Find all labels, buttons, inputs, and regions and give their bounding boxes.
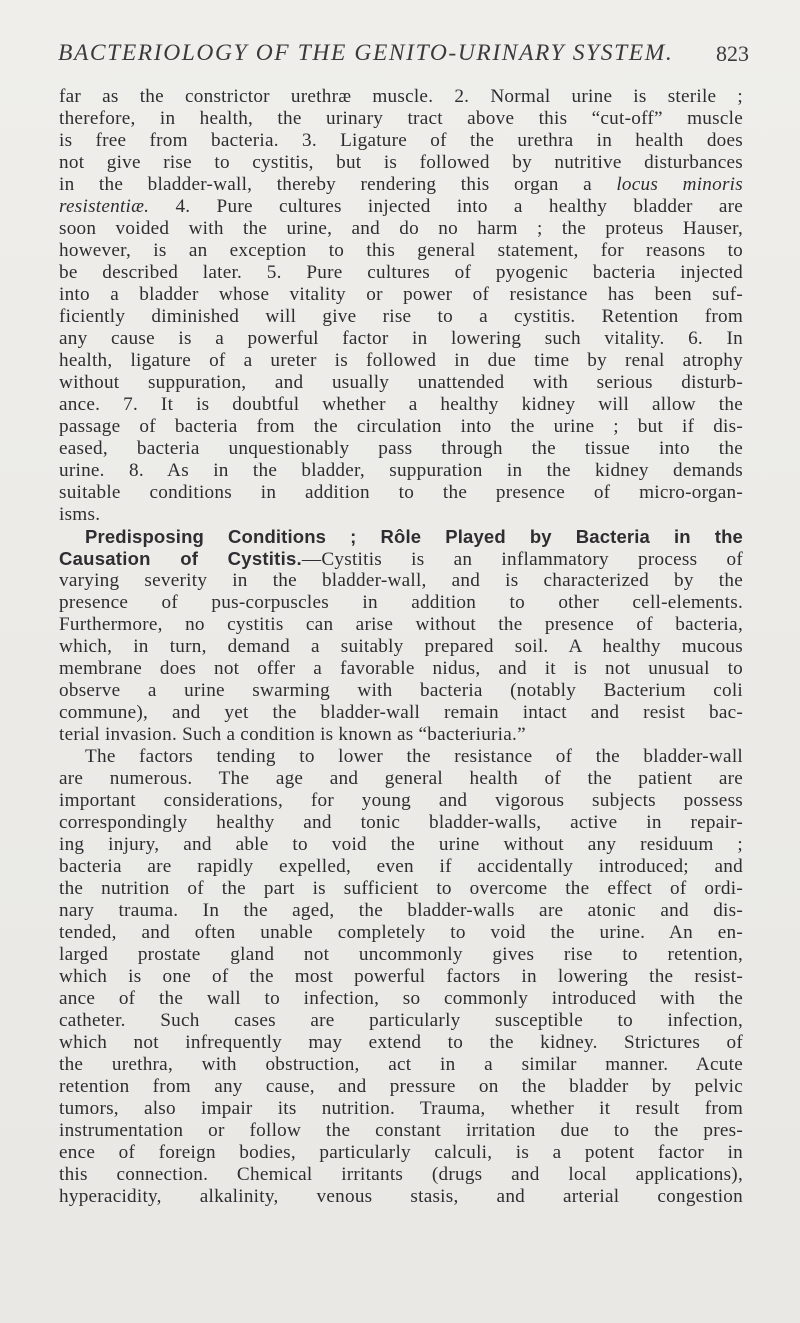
text-line (59, 438, 743, 460)
line-text: be described later. 5. Pure cultures of pyogenic bacteria injected (59, 262, 743, 283)
text-line (59, 108, 743, 130)
text-line (59, 1120, 743, 1142)
line-text: passage of bacteria from the circulation into the urine ; but if dis- (59, 416, 743, 437)
line-text: is free from bacteria. 3. Ligature of the urethra in health does (59, 130, 743, 151)
text-line (59, 548, 743, 570)
line-text: in the bladder-wall, thereby rendering this organ a (59, 174, 617, 195)
text-line (59, 614, 743, 636)
line-text: therefore, in health, the urinary tract above this “cut-off” muscle (59, 108, 743, 129)
text-line (59, 284, 743, 306)
line-text: bacteria are rapidly expelled, even if accidentally introduced; and (59, 856, 743, 877)
text-line (59, 988, 743, 1010)
line-text: Furthermore, no cystitis can arise without the presence of bacteria, (59, 614, 743, 635)
italic-phrase: resistentiæ. (59, 196, 150, 217)
line-text: tumors, also impair its nutrition. Trauma, whether it result from (59, 1098, 743, 1119)
text-line (59, 592, 743, 614)
line-text: important considerations, for young and vigorous subjects possess (59, 790, 743, 811)
line-text: without suppuration, and usually unattended with serious disturb- (59, 372, 743, 393)
section-heading: Predisposing Conditions ; Rôle Played by Bacteria in the (85, 526, 743, 547)
line-text: ance. 7. It is doubtful whether a healthy kidney will allow the (59, 394, 743, 415)
line-text: which, in turn, demand a suitably prepared soil. A healthy mucous (59, 636, 743, 657)
line-text: retention from any cause, and pressure on the bladder by pelvic (59, 1076, 743, 1097)
text-line (59, 416, 743, 438)
text-line (59, 724, 743, 746)
line-text: not give rise to cystitis, but is followed by nutritive disturbances (59, 152, 743, 173)
text-line (59, 152, 743, 174)
page-number: 823 (716, 41, 749, 66)
line-text: The factors tending to lower the resistance of the bladder-wall (85, 746, 743, 767)
text-line (59, 1076, 743, 1098)
text-line (59, 702, 743, 724)
line-text: urine. 8. As in the bladder, suppuration in the kidney demands (59, 460, 743, 481)
line-text: instrumentation or follow the constant irritation due to the pres- (59, 1120, 743, 1141)
text-line (59, 1054, 743, 1076)
text-line (59, 218, 743, 240)
line-text: presence of pus-corpuscles in addition to other cell-elements. (59, 592, 743, 613)
text-line (59, 922, 743, 944)
line-text: into a bladder whose vitality or power of resistance has been suf- (59, 284, 743, 305)
line-text: nary trauma. In the aged, the bladder-walls are atonic and dis- (59, 900, 743, 921)
text-line (59, 460, 743, 482)
line-text: suitable conditions in addition to the presence of micro-organ- (59, 482, 743, 503)
body-text (59, 86, 743, 1208)
italic-phrase: locus minoris (616, 174, 743, 195)
text-line (59, 856, 743, 878)
text-line (59, 1142, 743, 1164)
line-text: 4. Pure cultures injected into a healthy bladder are (149, 196, 743, 217)
line-text: hyperacidity, alkalinity, venous stasis, and arterial congestion (59, 1186, 743, 1207)
line-text: this connection. Chemical irritants (drugs and local applications), (59, 1164, 743, 1185)
text-line (59, 196, 743, 218)
text-line (59, 1186, 743, 1208)
line-text: ing injury, and able to void the urine without any residuum ; (59, 834, 743, 855)
text-line (59, 966, 743, 988)
line-text: —Cystitis is an inflammatory process of (301, 549, 743, 570)
text-line (59, 504, 743, 526)
text-line (59, 900, 743, 922)
text-line (59, 790, 743, 812)
text-line (59, 482, 743, 504)
line-text: far as the constrictor urethræ muscle. 2. Normal urine is sterile ; (59, 86, 743, 107)
line-text: larged prostate gland not uncommonly gives rise to retention, (59, 944, 743, 965)
text-line (59, 1010, 743, 1032)
text-line (59, 130, 743, 152)
text-line (59, 350, 743, 372)
text-line (59, 394, 743, 416)
text-line (59, 1098, 743, 1120)
line-text: ance of the wall to infection, so commonly introduced with the (59, 988, 743, 1009)
text-line (59, 768, 743, 790)
line-text: which not infrequently may extend to the kidney. Strictures of (59, 1032, 743, 1053)
line-text: any cause is a powerful factor in lowering such vitality. 6. In (59, 328, 743, 349)
text-line (59, 746, 743, 768)
text-line (59, 174, 743, 196)
text-line (59, 570, 743, 592)
line-text: however, is an exception to this general statement, for reasons to (59, 240, 743, 261)
text-line (59, 636, 743, 658)
line-text: ence of foreign bodies, particularly calculi, is a potent factor in (59, 1142, 743, 1163)
running-title: BACTERIOLOGY OF THE GENITO-URINARY SYSTEM. (58, 40, 674, 66)
line-text: eased, bacteria unquestionably pass through the tissue into the (59, 438, 743, 459)
text-line (59, 812, 743, 834)
text-line (59, 680, 743, 702)
line-text: correspondingly healthy and tonic bladder-walls, active in repair- (59, 812, 743, 833)
line-text: commune), and yet the bladder-wall remain intact and resist bac- (59, 702, 743, 723)
line-text: health, ligature of a ureter is followed in due time by renal atrophy (59, 350, 743, 371)
running-head (58, 40, 748, 74)
text-line (59, 372, 743, 394)
line-text: varying severity in the bladder-wall, and is characterized by the (59, 570, 743, 591)
line-text: tended, and often unable completely to void the urine. An en- (59, 922, 743, 943)
line-text: ficiently diminished will give rise to a cystitis. Retention from (59, 306, 743, 327)
text-line (59, 1164, 743, 1186)
line-text: isms. (59, 504, 101, 525)
line-text: the urethra, with obstruction, act in a similar manner. Acute (59, 1054, 743, 1075)
line-text: are numerous. The age and general health of the patient are (59, 768, 743, 789)
line-text: the nutrition of the part is sufficient to overcome the effect of ordi- (59, 878, 743, 899)
line-text: terial invasion. Such a condition is known as “bacteriuria.” (59, 724, 526, 745)
text-line (59, 86, 743, 108)
text-line (59, 944, 743, 966)
text-line (59, 240, 743, 262)
text-line (59, 1032, 743, 1054)
text-line (59, 262, 743, 284)
line-text: which is one of the most powerful factors in lowering the resist- (59, 966, 743, 987)
text-line (59, 834, 743, 856)
line-text: observe a urine swarming with bacteria (notably Bacterium coli (59, 680, 743, 701)
line-text: membrane does not offer a favorable nidus, and it is not unusual to (59, 658, 743, 679)
text-line (59, 526, 743, 548)
text-line (59, 878, 743, 900)
text-line (59, 306, 743, 328)
line-text: catheter. Such cases are particularly susceptible to infection, (59, 1010, 743, 1031)
line-text: soon voided with the urine, and do no harm ; the proteus Hauser, (59, 218, 743, 239)
section-heading: Causation of Cystitis. (59, 548, 302, 569)
text-line (59, 658, 743, 680)
text-line (59, 328, 743, 350)
